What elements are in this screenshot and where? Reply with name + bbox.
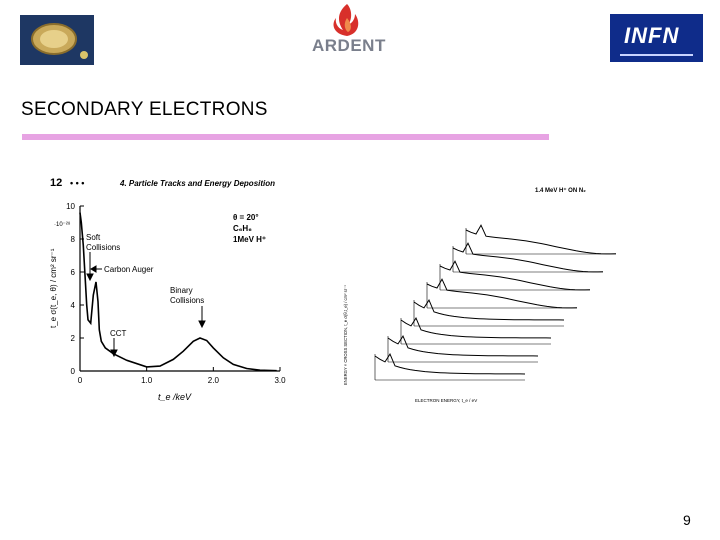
infn-logo — [610, 14, 703, 62]
annotation-binary: Binary — [170, 286, 193, 295]
figure-page-number: 12 — [50, 177, 63, 189]
right-x-axis-label: ELECTRON ENERGY, t_e / eV — [415, 398, 478, 403]
annotation-soft: Soft — [86, 233, 101, 242]
flame-icon — [305, 0, 390, 40]
electron-spectrum-chart — [30, 168, 300, 404]
x-tick-label: 0 — [77, 376, 83, 385]
page-number: 9 — [683, 512, 691, 528]
offset-spectra — [375, 225, 616, 380]
x-axis-label: t_e /keV — [158, 392, 192, 402]
param-molecule: C₆H₆ — [233, 224, 252, 233]
spectrum-curve — [388, 336, 538, 356]
x-tick-label: 2.0 — [207, 376, 219, 385]
y-axis-label: t_e σ(t_e, θ) / cm² sr⁻¹ — [49, 248, 58, 328]
stacked-spectra-figure — [335, 180, 645, 410]
figure-header-title: 4. Particle Tracks and Energy Deposition — [120, 179, 276, 188]
infn-logo-underline — [620, 54, 693, 56]
right-figure-title: 1.4 MeV H⁺ ON N₂ — [535, 188, 586, 194]
y-tick-label: 10 — [66, 202, 75, 211]
right-y-axis-label: ENERGY × CROSS SECTION, t_e σ(θ,t_e) / cm² sr⁻¹ — [343, 285, 348, 385]
figure-header-dots: • • • — [70, 178, 85, 188]
spectrum-curve — [401, 318, 551, 338]
y-tick-label: 8 — [70, 235, 75, 244]
y-tick-label: 2 — [70, 334, 75, 343]
title-underline — [22, 134, 549, 140]
annotation-soft-collisions: Collisions — [86, 243, 121, 252]
param-projectile: 1MeV H⁺ — [233, 235, 267, 244]
infn-logo-text: INFN — [624, 23, 680, 48]
ardent-logo-text: ARDENT — [312, 36, 386, 55]
slide-title: SECONDARY ELECTRONS — [21, 99, 268, 120]
university-seal-logo — [20, 15, 94, 65]
ardent-logo — [305, 0, 390, 62]
y-tick-label: 0 — [70, 367, 75, 376]
spectrum-curve — [375, 354, 525, 374]
y-tick-label: 4 — [70, 301, 75, 310]
spectrum-curve — [453, 243, 603, 272]
spectrum-curve — [414, 300, 564, 320]
x-tick-label: 3.0 — [274, 376, 286, 385]
y-tick-label: 6 — [70, 268, 75, 277]
annotation-carbon-auger: Carbon Auger — [104, 265, 154, 274]
spectrum-curve — [440, 261, 590, 290]
seal-icon — [20, 15, 94, 65]
annotation-binary-collisions: Collisions — [170, 296, 205, 305]
annotation-cct: CCT — [110, 329, 127, 338]
spectrum-curve — [427, 279, 577, 308]
y-exponent-label: ·10⁻²⁸ — [54, 222, 71, 228]
spectrum-curve — [466, 225, 616, 254]
x-tick-label: 1.0 — [141, 376, 153, 385]
param-angle: θ = 20° — [233, 213, 259, 222]
